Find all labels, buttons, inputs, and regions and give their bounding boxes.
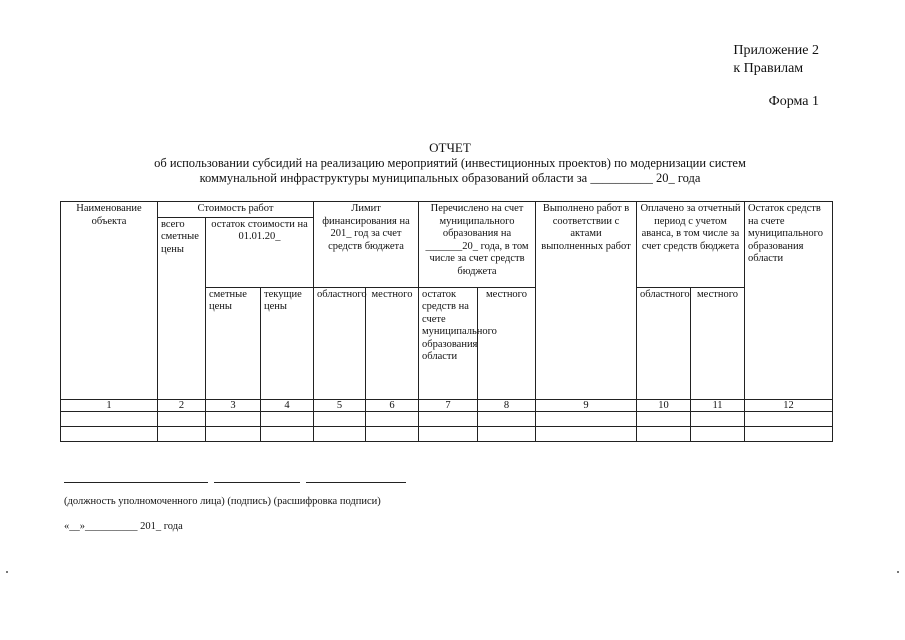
signature-decryption-line[interactable] xyxy=(306,482,406,483)
header-transferred-balance: остаток средств на счете муниципального образования области xyxy=(419,287,478,399)
table-cell[interactable] xyxy=(419,411,478,426)
column-number: 5 xyxy=(314,399,366,411)
table-cell[interactable] xyxy=(366,426,419,441)
column-number: 4 xyxy=(261,399,314,411)
header-object-name: Наименование объекта xyxy=(61,202,158,400)
table-cell[interactable] xyxy=(745,411,833,426)
signature-caption: (должность уполномоченного лица) (подпись) (расшифровка подписи) xyxy=(64,496,381,507)
table-cell[interactable] xyxy=(478,411,536,426)
edge-mark-right xyxy=(897,571,899,573)
header-cost-current-prices: текущие цены xyxy=(261,287,314,399)
date-line: «__»__________ 201_ года xyxy=(64,521,183,532)
table-cell[interactable] xyxy=(637,426,691,441)
header-limit-regional: областного xyxy=(314,287,366,399)
signature-line[interactable] xyxy=(214,482,300,483)
report-title-line-2: коммунальной инфраструктуры муниципальных образований области за __________ 20_ года xyxy=(199,171,701,185)
report-title-line-1: об использовании субсидий на реализацию мероприятий (инвестиционных проектов) по модернизации систем xyxy=(154,156,746,170)
header-cost-remaining: остаток стоимости на 01.01.20_ xyxy=(206,217,314,287)
report-table xyxy=(60,201,833,442)
report-title-main: ОТЧЕТ xyxy=(429,140,471,155)
column-numbers-row xyxy=(61,399,833,411)
appendix-label xyxy=(733,42,819,78)
column-number: 3 xyxy=(206,399,261,411)
table-cell[interactable] xyxy=(691,426,745,441)
header-paid-regional: областного xyxy=(637,287,691,399)
header-cost-total: всего сметные цены xyxy=(158,217,206,399)
table-cell[interactable] xyxy=(691,411,745,426)
table-row xyxy=(61,411,833,426)
table-cell[interactable] xyxy=(536,426,637,441)
table-cell[interactable] xyxy=(61,411,158,426)
table-cell[interactable] xyxy=(158,426,206,441)
table-cell[interactable] xyxy=(366,411,419,426)
appendix-line-1: Приложение 2 xyxy=(733,43,819,58)
appendix-line-2: к Правилам xyxy=(733,61,804,76)
table-cell[interactable] xyxy=(745,426,833,441)
header-limit: Лимит финансирования на 201_ год за счет средств бюджета xyxy=(314,202,419,288)
column-number: 11 xyxy=(691,399,745,411)
table-cell[interactable] xyxy=(637,411,691,426)
header-paid-local: местного xyxy=(691,287,745,399)
signature-lines xyxy=(64,482,406,492)
header-completed-works: Выполнено работ в соответствии с актами выполненных работ xyxy=(536,202,637,400)
header-cost-estimate-prices: сметные цены xyxy=(206,287,261,399)
table-row xyxy=(61,426,833,441)
table-cell[interactable] xyxy=(478,426,536,441)
table-cell[interactable] xyxy=(61,426,158,441)
column-number: 7 xyxy=(419,399,478,411)
column-number: 1 xyxy=(61,399,158,411)
header-balance: Остаток средств на счете муниципального образования области xyxy=(745,202,833,400)
table-cell[interactable] xyxy=(261,426,314,441)
column-number: 12 xyxy=(745,399,833,411)
column-number: 9 xyxy=(536,399,637,411)
table-cell[interactable] xyxy=(314,411,366,426)
table-cell[interactable] xyxy=(261,411,314,426)
column-number: 2 xyxy=(158,399,206,411)
column-number: 8 xyxy=(478,399,536,411)
table-cell[interactable] xyxy=(419,426,478,441)
position-line[interactable] xyxy=(64,482,208,483)
table-cell[interactable] xyxy=(314,426,366,441)
header-transferred: Перечислено на счет муниципального образования на _______20_ года, в том числе за счет средств бюджета xyxy=(419,202,536,288)
header-cost: Стоимость работ xyxy=(158,202,314,218)
table-cell[interactable] xyxy=(158,411,206,426)
header-transferred-local: местного xyxy=(478,287,536,399)
table-cell[interactable] xyxy=(536,411,637,426)
report-title xyxy=(100,140,800,186)
table-cell[interactable] xyxy=(206,411,261,426)
column-number: 6 xyxy=(366,399,419,411)
table-cell[interactable] xyxy=(206,426,261,441)
header-paid: Оплачено за отчетный период с учетом аванса, в том числе за счет средств бюджета xyxy=(637,202,745,288)
column-number: 10 xyxy=(637,399,691,411)
form-number: Форма 1 xyxy=(768,94,819,109)
edge-mark-left xyxy=(6,571,8,573)
header-limit-local: местного xyxy=(366,287,419,399)
